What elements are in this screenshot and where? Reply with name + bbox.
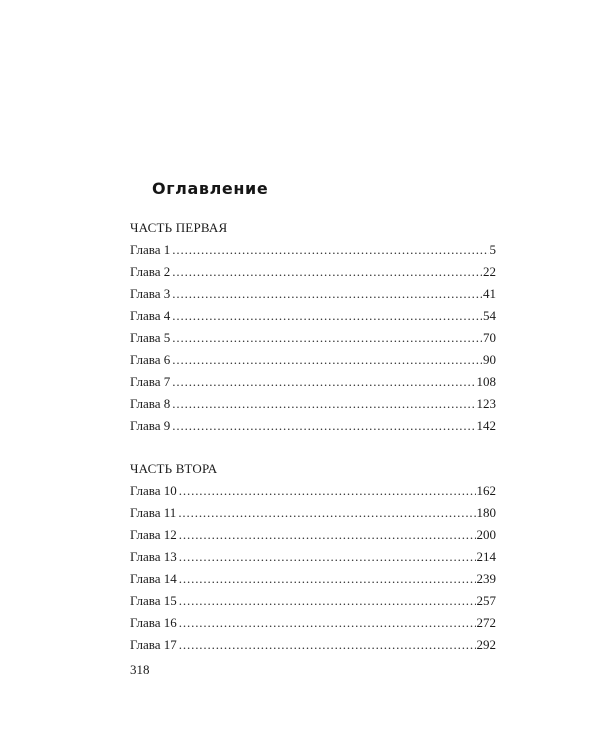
part-two-chapter-list bbox=[130, 480, 496, 656]
chapter-label: Глава 8 bbox=[130, 396, 171, 411]
toc-entry[interactable] bbox=[130, 524, 496, 546]
chapter-label: Глава 14 bbox=[130, 571, 177, 586]
toc-entry[interactable] bbox=[130, 393, 496, 415]
chapter-page-number: 257 bbox=[476, 593, 496, 608]
dot-leader bbox=[179, 590, 476, 612]
toc-entry[interactable] bbox=[130, 612, 496, 634]
chapter-page-number: 200 bbox=[476, 527, 496, 542]
chapter-page-number: 41 bbox=[483, 286, 496, 301]
chapter-label: Глава 5 bbox=[130, 330, 171, 345]
toc-entry[interactable] bbox=[130, 305, 496, 327]
dot-leader bbox=[172, 349, 482, 371]
page-number: 318 bbox=[130, 662, 150, 677]
chapter-page-number: 54 bbox=[483, 308, 496, 323]
dot-leader bbox=[172, 305, 482, 327]
toc-entry[interactable] bbox=[130, 590, 496, 612]
chapter-label: Глава 11 bbox=[130, 505, 177, 520]
toc-entry[interactable] bbox=[130, 371, 496, 393]
chapter-label: Глава 1 bbox=[130, 242, 171, 257]
chapter-page-number: 108 bbox=[476, 374, 496, 389]
chapter-label: Глава 4 bbox=[130, 308, 171, 323]
toc-entry[interactable] bbox=[130, 239, 496, 261]
dot-leader bbox=[172, 393, 475, 415]
chapter-label: Глава 13 bbox=[130, 549, 177, 564]
toc-entry[interactable] bbox=[130, 634, 496, 656]
chapter-page-number: 5 bbox=[489, 242, 496, 257]
dot-leader bbox=[172, 415, 475, 437]
chapter-label: Глава 9 bbox=[130, 418, 171, 433]
toc-entry[interactable] bbox=[130, 546, 496, 568]
dot-leader bbox=[179, 568, 476, 590]
part-one-section bbox=[130, 218, 496, 437]
chapter-label: Глава 3 bbox=[130, 286, 171, 301]
toc-entry[interactable] bbox=[130, 415, 496, 437]
chapter-page-number: 123 bbox=[476, 396, 496, 411]
dot-leader bbox=[172, 239, 488, 261]
chapter-page-number: 22 bbox=[483, 264, 496, 279]
chapter-page-number: 180 bbox=[476, 505, 496, 520]
dot-leader bbox=[172, 371, 475, 393]
chapter-page-number: 70 bbox=[483, 330, 496, 345]
chapter-label: Глава 15 bbox=[130, 593, 177, 608]
dot-leader bbox=[172, 283, 482, 305]
toc-entry[interactable] bbox=[130, 283, 496, 305]
part-one-heading: ЧАСТЬ ПЕРВАЯ bbox=[130, 220, 228, 235]
chapter-label: Глава 17 bbox=[130, 637, 177, 652]
toc-entry[interactable] bbox=[130, 349, 496, 371]
toc-entry[interactable] bbox=[130, 502, 496, 524]
chapter-page-number: 214 bbox=[476, 549, 496, 564]
toc-entry[interactable] bbox=[130, 261, 496, 283]
chapter-label: Глава 6 bbox=[130, 352, 171, 367]
chapter-page-number: 239 bbox=[476, 571, 496, 586]
page-title: Оглавление bbox=[152, 179, 269, 198]
toc-entry[interactable] bbox=[130, 327, 496, 349]
chapter-label: Глава 10 bbox=[130, 483, 177, 498]
chapter-page-number: 142 bbox=[476, 418, 496, 433]
chapter-page-number: 90 bbox=[483, 352, 496, 367]
dot-leader bbox=[179, 546, 476, 568]
dot-leader bbox=[178, 502, 475, 524]
dot-leader bbox=[179, 524, 476, 546]
chapter-label: Глава 7 bbox=[130, 374, 171, 389]
part-one-chapter-list bbox=[130, 239, 496, 437]
part-two-heading: ЧАСТЬ ВТОРА bbox=[130, 461, 218, 476]
dot-leader bbox=[179, 634, 476, 656]
dot-leader bbox=[179, 480, 476, 502]
dot-leader bbox=[172, 327, 482, 349]
chapter-label: Глава 12 bbox=[130, 527, 177, 542]
chapter-page-number: 272 bbox=[476, 615, 496, 630]
dot-leader bbox=[179, 612, 476, 634]
chapter-page-number: 292 bbox=[476, 637, 496, 652]
chapter-page-number: 162 bbox=[476, 483, 496, 498]
part-two-section bbox=[130, 459, 496, 656]
toc-entry[interactable] bbox=[130, 568, 496, 590]
chapter-label: Глава 2 bbox=[130, 264, 171, 279]
toc-entry[interactable] bbox=[130, 480, 496, 502]
chapter-label: Глава 16 bbox=[130, 615, 177, 630]
dot-leader bbox=[172, 261, 482, 283]
